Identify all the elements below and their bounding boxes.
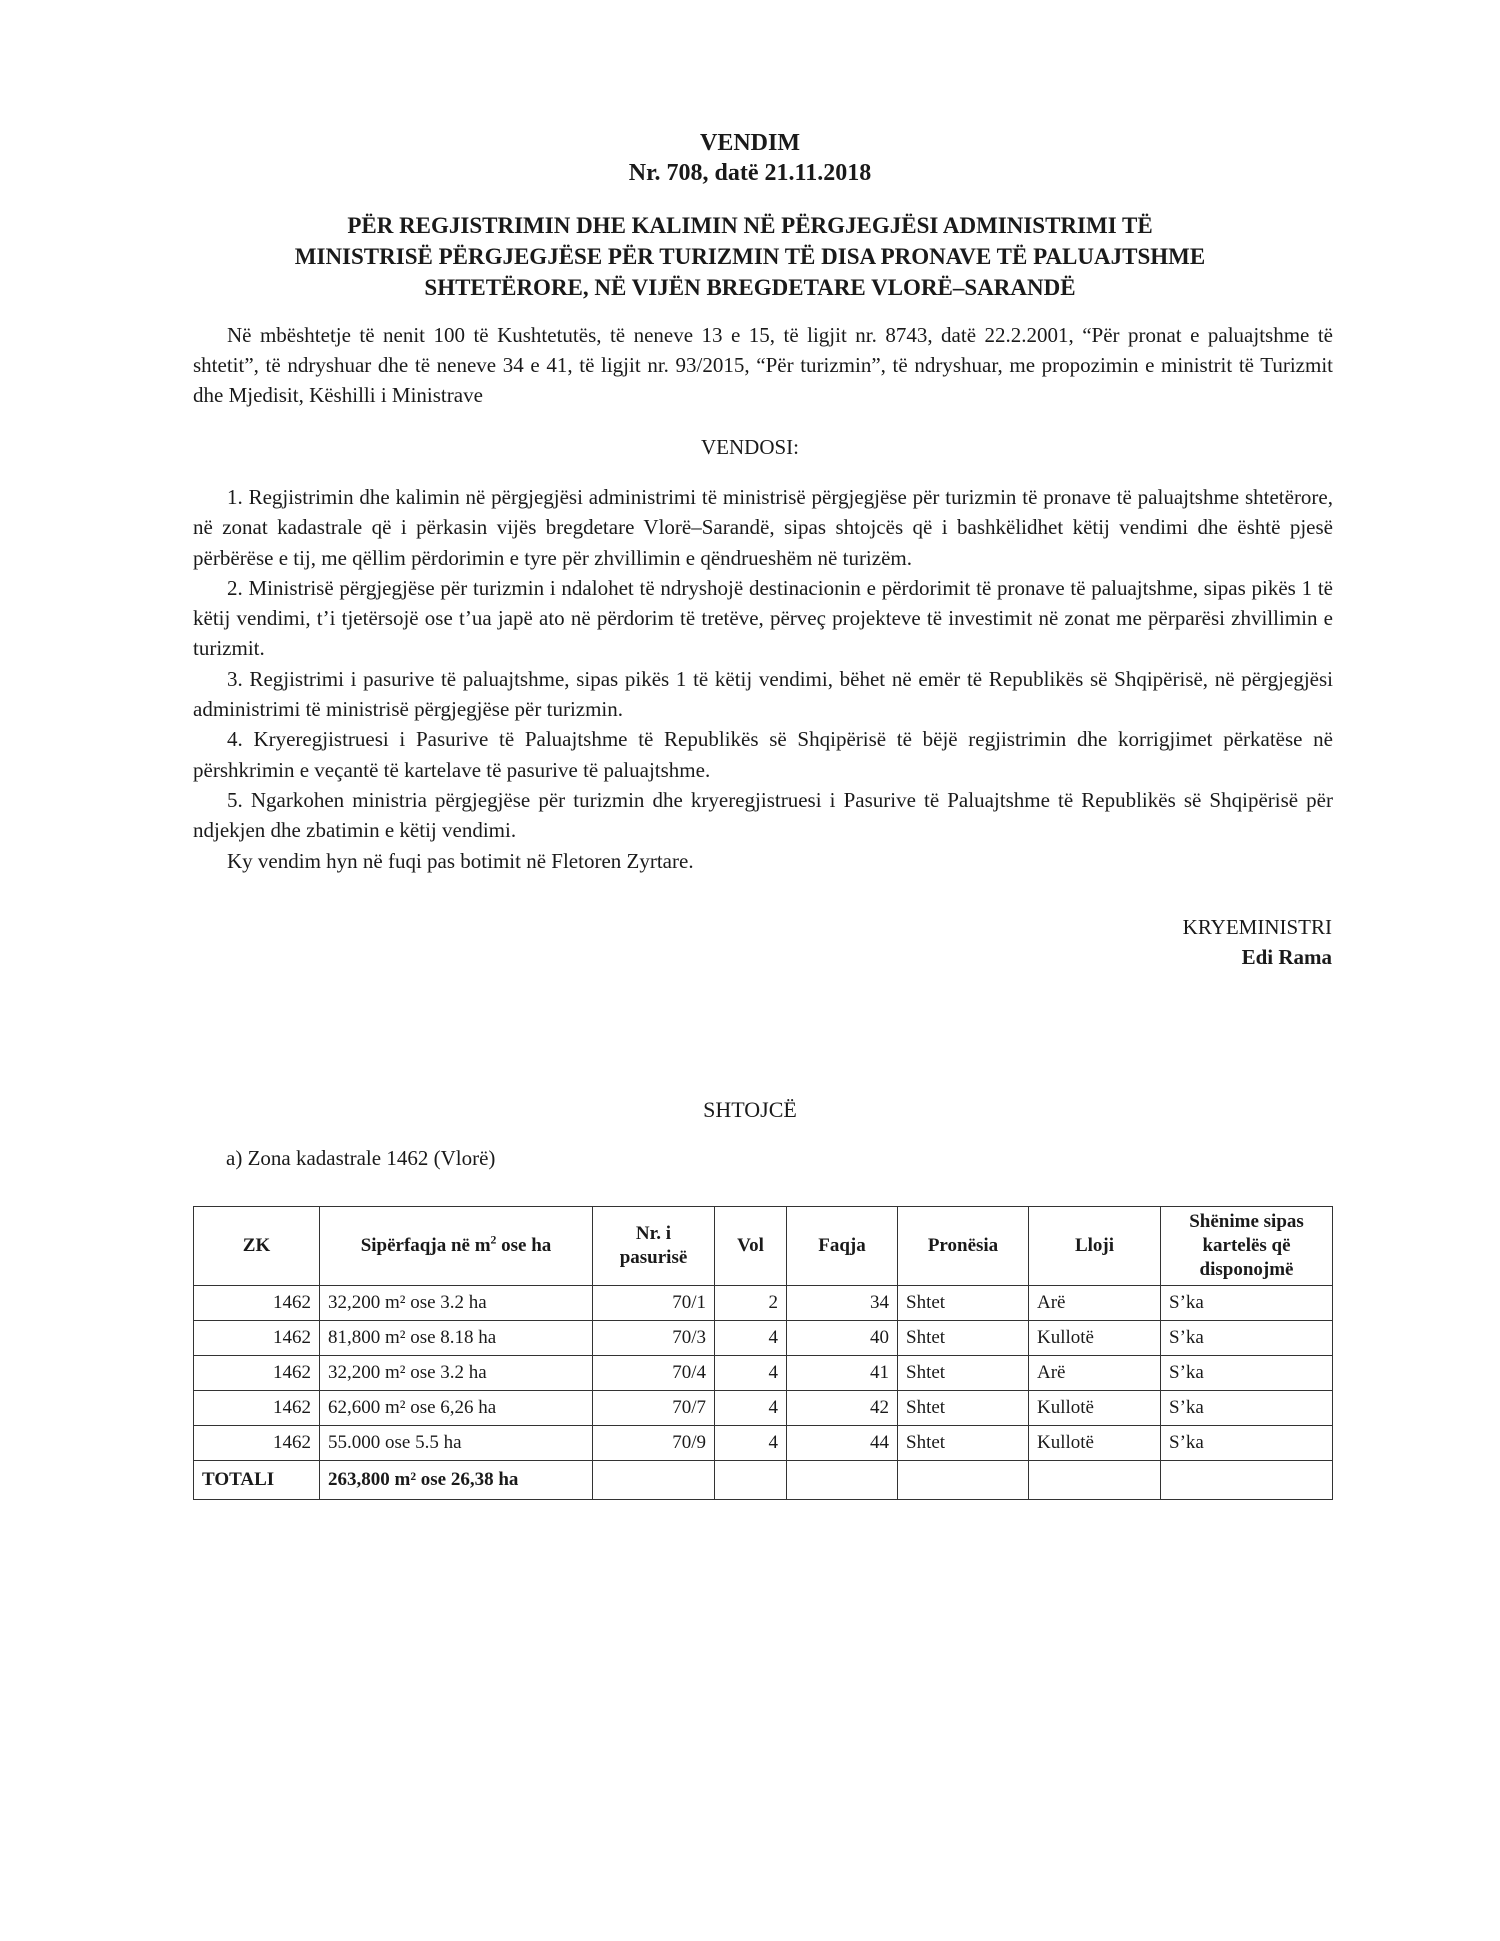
decision-point-1: 1. Regjistrimin dhe kalimin në përgjegjësi administrimi të ministrisë përgjegjëse për turizmin të pronave të paluajtshme shtetërore, në zonat kadastrale që i përkasin vijës bregdetare Vlorë–Sarandë, sipas shtojcës që i bashkëlidhet këtij vendimi dhe është pjesë përbërëse e tij, me qëllim përdorimin e tyre për zhvillimin e qëndrueshëm në turizëm. (193, 485, 1333, 570)
page-cell: 44 (787, 1426, 898, 1461)
empty-cell (898, 1461, 1029, 1500)
total-area: 263,800 m² ose 26,38 ha (320, 1461, 593, 1500)
parcel-number-cell: 70/9 (593, 1426, 715, 1461)
land-type-cell: Arë (1029, 1286, 1161, 1321)
column-header: Nr. i pasurisë (593, 1207, 715, 1286)
area-cell: 32,200 m² ose 3.2 ha (320, 1356, 593, 1391)
parcel-number-cell: 70/1 (593, 1286, 715, 1321)
table-row (194, 1286, 1333, 1321)
table-row (194, 1356, 1333, 1391)
column-header: Shënime sipas kartelës që disponojmë (1161, 1207, 1333, 1286)
parcel-number-cell: 70/7 (593, 1391, 715, 1426)
parcel-number-cell: 70/3 (593, 1321, 715, 1356)
decision-points (193, 482, 1333, 876)
annex-title: SHTOJCË (703, 1097, 797, 1122)
column-header: Lloji (1029, 1207, 1161, 1286)
property-table (193, 1206, 1333, 1500)
land-type-cell: Arë (1029, 1356, 1161, 1391)
decision-point-5: 5. Ngarkohen ministria përgjegjëse për turizmin dhe kryeregjistruesi i Pasurive të Paluajtshme të Republikës së Shqipërisë për ndjekjen dhe zbatimin e këtij vendimi. (193, 787, 1333, 843)
decision-point-2: 2. Ministrisë përgjegjëse për turizmin i ndalohet të ndryshojë destinacionin e përdorimit të pronave të paluajtshme, sipas pikës 1 të këtij vendimi, t’i tjetërsojë ose t’ua japë ato në përdorim të tretëve, përveç projekteve të investimit në zonat me përparësi zhvillimin e turizmit. (193, 575, 1333, 661)
total-label: TOTALI (194, 1461, 320, 1500)
signatory-name: Edi Rama (1241, 945, 1332, 969)
table-row (194, 1321, 1333, 1356)
column-header: ZK (194, 1207, 320, 1286)
decision-point-3: 3. Regjistrimi i pasurive të paluajtshme, sipas pikës 1 të këtij vendimi, bëhet në emër të Republikës së Shqipërisë, në përgjegjësi administrimi të ministrisë përgjegjëse për turizmin. (193, 666, 1333, 722)
zk-cell: 1462 (194, 1391, 320, 1426)
decision-point-4: 4. Kryeregjistruesi i Pasurive të Paluajtshme të Republikës së Shqipërisë të bëjë regjistrimin dhe korrigjimet përkatëse në përshkrimin e veçantë të kartelave të pasurive të paluajtshme. (193, 727, 1333, 782)
page-cell: 40 (787, 1321, 898, 1356)
zk-cell: 1462 (194, 1321, 320, 1356)
parcel-number-cell: 70/4 (593, 1356, 715, 1391)
column-header: Sipërfaqja në $m^2$ ose ha (320, 1207, 593, 1286)
column-header: Pronësia (898, 1207, 1029, 1286)
notes-cell: S’ka (1161, 1286, 1333, 1321)
empty-cell (715, 1461, 787, 1500)
cadastral-zone-label: a) Zona kadastrale 1462 (Vlorë) (226, 1146, 496, 1170)
preamble: Në mbështetje të nenit 100 të Kushtetutës, të neneve 13 e 15, të ligjit nr. 8743, datë 22.2.2001, “Për pronat e paluajtshme të shtetit”, të ndryshuar dhe të neneve 34 e 41, të ligjit nr. 93/2015, “Për turizmin”, të ndryshuar, me propozimin e ministrit të Turizmit dhe Mjedisit, Këshilli i Ministrave (193, 323, 1333, 407)
subject-line: SHTETËRORE, NË VIJËN BREGDETARE VLORË–SARANDË (424, 275, 1076, 300)
column-header: Vol (715, 1207, 787, 1286)
subject-line: MINISTRISË PËRGJEGJËSE PËR TURIZMIN TË DISA PRONAVE TË PALUAJTSHME (294, 244, 1206, 269)
empty-cell (787, 1461, 898, 1500)
ownership-cell: Shtet (898, 1356, 1029, 1391)
volume-cell: 4 (715, 1321, 787, 1356)
page-cell: 34 (787, 1286, 898, 1321)
page-cell: 42 (787, 1391, 898, 1426)
volume-cell: 4 (715, 1356, 787, 1391)
notes-cell: S’ka (1161, 1356, 1333, 1391)
land-type-cell: Kullotë (1029, 1426, 1161, 1461)
empty-cell (1029, 1461, 1161, 1500)
table-body (194, 1286, 1333, 1500)
area-cell: 32,200 m² ose 3.2 ha (320, 1286, 593, 1321)
zk-cell: 1462 (194, 1426, 320, 1461)
ownership-cell: Shtet (898, 1321, 1029, 1356)
ownership-cell: Shtet (898, 1426, 1029, 1461)
entry-into-force: Ky vendim hyn në fuqi pas botimit në Fletoren Zyrtare. (227, 848, 694, 873)
table-row (194, 1426, 1333, 1461)
area-cell: 81,800 m² ose 8.18 ha (320, 1321, 593, 1356)
ownership-cell: Shtet (898, 1391, 1029, 1426)
empty-cell (1161, 1461, 1333, 1500)
area-cell: 62,600 m² ose 6,26 ha (320, 1391, 593, 1426)
notes-cell: S’ka (1161, 1321, 1333, 1356)
empty-cell (593, 1461, 715, 1500)
land-type-cell: Kullotë (1029, 1321, 1161, 1356)
decision-number-date: Nr. 708, datë 21.11.2018 (628, 160, 872, 186)
ownership-cell: Shtet (898, 1286, 1029, 1321)
total-row (194, 1461, 1333, 1500)
page-cell: 41 (787, 1356, 898, 1391)
column-header: Faqja (787, 1207, 898, 1286)
volume-cell: 2 (715, 1286, 787, 1321)
signatory-title: KRYEMINISTRI (1182, 915, 1332, 939)
zk-cell: 1462 (194, 1356, 320, 1391)
notes-cell: S’ka (1161, 1426, 1333, 1461)
subject-line: PËR REGJISTRIMIN DHE KALIMIN NË PËRGJEGJËSI ADMINISTRIMI TË (347, 213, 1153, 238)
table-row (194, 1391, 1333, 1426)
land-type-cell: Kullotë (1029, 1391, 1161, 1426)
volume-cell: 4 (715, 1391, 787, 1426)
decision-subject (0, 210, 1500, 303)
notes-cell: S’ka (1161, 1391, 1333, 1426)
zk-cell: 1462 (194, 1286, 320, 1321)
volume-cell: 4 (715, 1426, 787, 1461)
area-cell: 55.000 ose 5.5 ha (320, 1426, 593, 1461)
document-type: VENDIM (700, 130, 800, 156)
table-header-row (194, 1207, 1333, 1286)
decides-heading: VENDOSI: (701, 435, 799, 459)
